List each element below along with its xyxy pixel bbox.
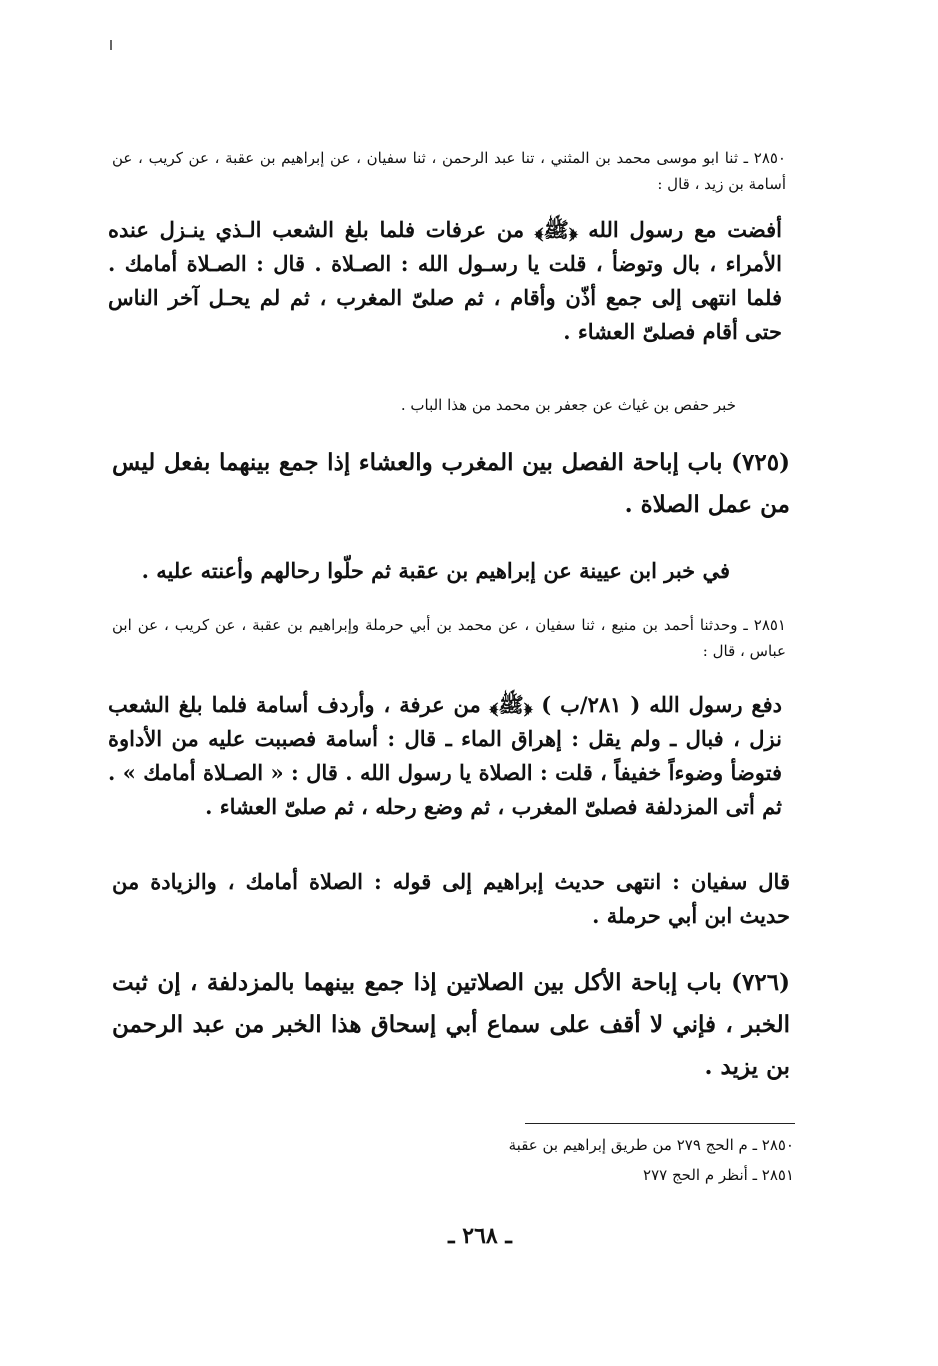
chapter-725-heading: (٧٢٥) باب إباحة الفصل بين المغرب والعشاء إذا جمع بينهما بفعل ليس من عمل الصلاة . xyxy=(112,449,790,518)
page-number: ـ ٢٦٨ ـ xyxy=(448,1223,512,1249)
footnote-separator xyxy=(525,1123,795,1124)
sufyan-remark: قال سفيان : انتهى حديث إبراهيم إلى قوله : الصلاة أمامك ، والزيادة من حديث ابن أبي حرملة . xyxy=(112,869,790,928)
reference-line: خبر حفص بن غياث عن جعفر بن محمد من هذا الباب . xyxy=(400,396,736,414)
hadith-2851-matn: دفع رسول الله ( ٢٨١/ب ) ﴿ﷺ﴾ من عرفة ، وأردف أسامة فلما بلغ الشعب نزل ، فبال ـ ولم يقل : إهراق الماء ـ قال : أسامة فصببت عليه من الأداوة فتوضأ وضوءاً خفيفاً ، قلت : الصلاة يا رسول الله . قال : « الصـلاة أمامك » . ثم أتى المزدلفة فصلىّ المغرب ، ثم وضع رحله ، ثم صلىّ العشاء . xyxy=(108,692,782,819)
chapter-726-heading: (٧٢٦) باب إباحة الأكل بين الصلاتين إذا جمع بينهما بالمزدلفة ، إن ثبت الخبر ، فإني لا أقف على سماع أبي إسحاق هذا الخبر من عبد الرحمن بن يزيد . xyxy=(112,969,790,1080)
scan-mark xyxy=(110,40,112,50)
hadith-2851-isnad: ٢٨٥١ ـ وحدثنا أحمد بن منيع ، ثنا سفيان ، عن محمد بن أبي حرملة وإبراهيم بن عقبة ، عن كريب ، عن ابن عباس ، قال : xyxy=(112,616,786,660)
hadith-2850-matn: أفضت مع رسول الله ﴿ﷺ﴾ من عرفات فلما بلغ الشعب الـذي ينـزل عنده الأمراء ، بال وتوضأ ، قلت يا رسـول الله : الصـلاة . قال : الصـلاة أمامك . فلما انتهى إلى جمع أذّن وأقام ، ثم صلىّ المغرب ، ثم لم يحـل آخر الناس حتى أقام فصلىّ العشاء . xyxy=(108,217,782,344)
hadith-2850-isnad: ٢٨٥٠ ـ ثنا ابو موسى محمد بن المثني ، تنا عبد الرحمن ، ثنا سفيان ، عن إبراهيم بن عقبة ، عن كريب ، عن أسامة بن زيد ، قال : xyxy=(112,149,786,193)
footnote-2850: ٢٨٥٠ ـ م الحج ٢٧٩ من طريق إبراهيم بن عقبة xyxy=(508,1136,794,1154)
chapter-725-intro: في خبر ابن عيينة عن إبراهيم بن عقبة ثم حلّوا رحالهم وأعنته عليه . xyxy=(141,558,730,583)
footnote-2851: ٢٨٥١ ـ أنظر م الحج ٢٧٧ xyxy=(643,1166,794,1184)
